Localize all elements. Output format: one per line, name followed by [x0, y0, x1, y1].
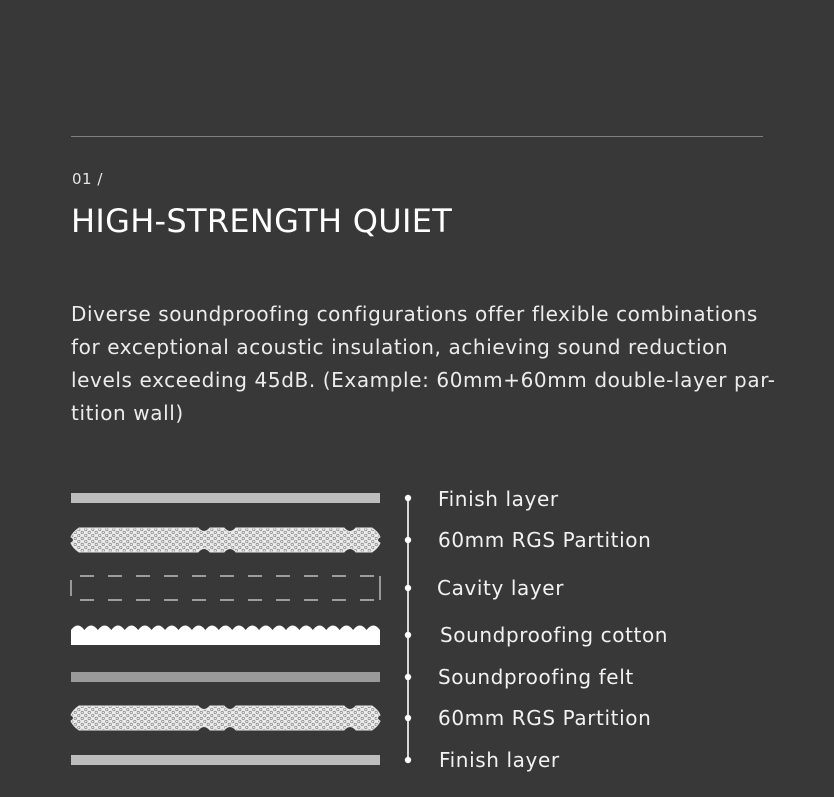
- layer-3-cotton-wave: [71, 626, 380, 646]
- layer-shapes: [71, 493, 380, 765]
- connector-dot-0: [405, 495, 411, 501]
- layer-6-finish-bar: [71, 755, 380, 765]
- connector-dot-6: [405, 757, 411, 763]
- layer-5-rgs-partition-panel: [71, 706, 380, 730]
- description-line: for exceptional acoustic insulation, achieving sound reduction: [71, 335, 729, 359]
- connector-dot-1: [405, 537, 411, 543]
- layer-label-cotton: Soundproofing cotton: [440, 623, 669, 647]
- layer-label-felt: Soundproofing felt: [438, 665, 634, 689]
- connector-dot-2: [405, 585, 411, 591]
- layer-label-cavity: Cavity layer: [437, 576, 565, 600]
- section-title: HIGH-STRENGTH QUIET: [71, 202, 453, 240]
- layer-2-cavity-dashes: [71, 576, 380, 600]
- layer-0-finish-bar: [71, 493, 380, 503]
- connector-dot-5: [405, 715, 411, 721]
- description-line: tition wall): [71, 401, 184, 425]
- layer-4-felt-bar: [71, 672, 380, 682]
- layer-labels: [437, 487, 668, 772]
- description-line: levels exceeding 45dB. (Example: 60mm+60mm double-layer par-: [71, 368, 776, 392]
- connector-dot-3: [405, 632, 411, 638]
- section-number: 01 /: [72, 170, 103, 188]
- connector-dot-4: [405, 674, 411, 680]
- description-line: Diverse soundproofing configurations offer flexible combinations: [71, 302, 758, 326]
- layer-label-finish-bottom: Finish layer: [439, 748, 560, 772]
- layer-label-rgs-partition-top: 60mm RGS Partition: [438, 528, 652, 552]
- layer-label-finish-top: Finish layer: [438, 487, 559, 511]
- layer-1-rgs-partition-panel: [71, 528, 380, 552]
- layer-label-rgs-partition-bottom: 60mm RGS Partition: [438, 706, 652, 730]
